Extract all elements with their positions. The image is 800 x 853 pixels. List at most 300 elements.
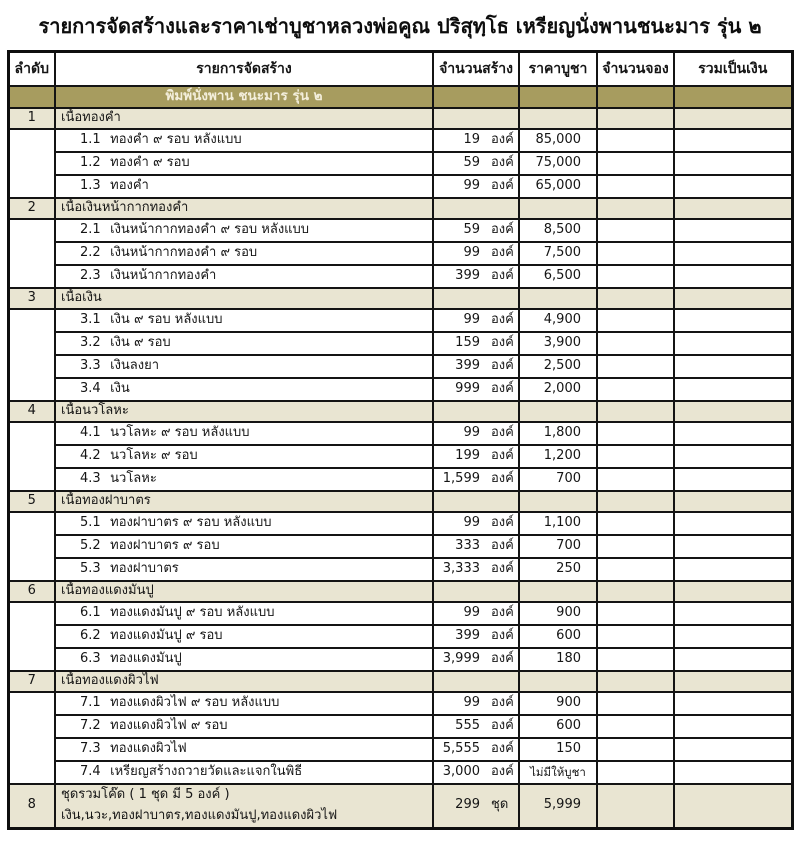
item-name-cell [55, 219, 433, 242]
item-row [8, 738, 792, 761]
table-body [8, 86, 792, 828]
subheader-order-cell [8, 86, 55, 108]
reserve-cell [597, 242, 674, 265]
section-empty-cell [519, 401, 597, 422]
order-blank-cell [8, 309, 55, 401]
header-reserve: จำนวนจอง [597, 52, 674, 87]
item-name-cell [55, 558, 433, 581]
section-row [8, 581, 792, 602]
item-name: เงิน ๙ รอบ หลังแบบ [106, 311, 223, 327]
unit-label: องค์ [491, 380, 514, 396]
order-blank-cell [8, 512, 55, 581]
reserve-cell [597, 309, 674, 332]
section-empty-cell [519, 288, 597, 309]
section-empty-cell [433, 581, 519, 602]
reserve-cell [597, 332, 674, 355]
item-name: นวโลหะ ๙ รอบ หลังแบบ [106, 424, 250, 440]
price-cell: 900 [519, 692, 597, 715]
item-code: 4.1 [80, 424, 101, 440]
item-row [8, 175, 792, 198]
section-number-cell: 2 [8, 198, 55, 219]
section-number-cell: 4 [8, 401, 55, 422]
unit-label: องค์ [491, 267, 514, 283]
item-code: 1.2 [80, 154, 101, 170]
quantity-value: 555 [455, 717, 480, 733]
price-cell: 250 [519, 558, 597, 581]
quantity-value: 99 [463, 177, 480, 193]
quantity-value: 99 [463, 604, 480, 620]
unit-label: องค์ [491, 357, 514, 373]
quantity-value: 1,599 [442, 470, 480, 486]
total-cell [674, 761, 792, 784]
item-row [8, 602, 792, 625]
item-name: ทองแดงมันปู ๙ รอบ [106, 627, 223, 643]
price-cell: 600 [519, 715, 597, 738]
quantity-cell [433, 512, 519, 535]
item-name: ทองคำ ๙ รอบ หลังแบบ [106, 131, 242, 147]
section-empty-cell [433, 671, 519, 692]
order-blank-cell [8, 129, 55, 198]
item-row [8, 355, 792, 378]
item-name: เงินหน้ากากทองคำ ๙ รอบ [106, 244, 258, 260]
total-cell [674, 242, 792, 265]
total-cell [674, 309, 792, 332]
quantity-cell [433, 784, 519, 829]
quantity-value: 99 [463, 244, 480, 260]
section-empty-cell [674, 581, 792, 602]
section-name-cell: เนื้อทองแดงมันปู [55, 581, 433, 602]
item-row [8, 692, 792, 715]
quantity-value: 333 [455, 537, 480, 553]
quantity-cell [433, 309, 519, 332]
reserve-cell [597, 422, 674, 445]
item-name: ทองแดงมันปู [106, 650, 182, 666]
price-table [7, 50, 794, 830]
quantity-cell [433, 332, 519, 355]
unit-label: องค์ [491, 717, 514, 733]
price-cell: 600 [519, 625, 597, 648]
section-empty-cell [674, 108, 792, 129]
section-empty-cell [519, 581, 597, 602]
price-cell: 65,000 [519, 175, 597, 198]
section-empty-cell [597, 491, 674, 512]
reserve-cell [597, 445, 674, 468]
quantity-value: 999 [455, 380, 480, 396]
section-name-cell: เนื้อทองฝาบาตร [55, 491, 433, 512]
quantity-cell [433, 558, 519, 581]
reserve-cell [597, 175, 674, 198]
item-code: 7.4 [80, 763, 101, 779]
item-code: 5.3 [80, 560, 101, 576]
reserve-cell [597, 692, 674, 715]
unit-label: องค์ [491, 131, 514, 147]
total-cell [674, 692, 792, 715]
item-name-cell [55, 332, 433, 355]
quantity-value: 399 [455, 357, 480, 373]
quantity-cell [433, 445, 519, 468]
total-cell [674, 648, 792, 671]
item-name: เงิน ๙ รอบ [106, 334, 171, 350]
section-name-cell: เนื้อเงิน [55, 288, 433, 309]
quantity-value: 399 [455, 627, 480, 643]
total-cell [674, 175, 792, 198]
set-name-line1: ชุดรวมโค๊ด ( 1 ชุด มี 5 องค์ ) [61, 787, 230, 803]
reserve-cell [597, 761, 674, 784]
item-code: 5.2 [80, 537, 101, 553]
section-empty-cell [597, 198, 674, 219]
item-code: 7.1 [80, 694, 101, 710]
item-name: นวโลหะ ๙ รอบ [106, 447, 198, 463]
unit-label: องค์ [491, 244, 514, 260]
item-name-cell [55, 422, 433, 445]
item-code: 6.2 [80, 627, 101, 643]
item-name-cell [55, 535, 433, 558]
quantity-cell [433, 468, 519, 491]
section-number-cell: 1 [8, 108, 55, 129]
item-name: เหรียญสร้างถวายวัดและแจกในพิธี [106, 763, 303, 779]
quantity-cell [433, 692, 519, 715]
unit-label: องค์ [491, 627, 514, 643]
section-empty-cell [597, 671, 674, 692]
unit-label: องค์ [491, 424, 514, 440]
quantity-cell [433, 625, 519, 648]
quantity-value: 399 [455, 267, 480, 283]
section-empty-cell [597, 288, 674, 309]
order-blank-cell [8, 219, 55, 288]
item-row [8, 152, 792, 175]
item-code: 1.3 [80, 177, 101, 193]
price-cell: 700 [519, 468, 597, 491]
price-cell: 6,500 [519, 265, 597, 288]
item-name: ทองแดงผิวไฟ [106, 740, 187, 756]
reserve-cell [597, 152, 674, 175]
item-name-cell [55, 692, 433, 715]
quantity-cell [433, 355, 519, 378]
item-name: เงิน [106, 380, 130, 396]
item-code: 4.3 [80, 470, 101, 486]
quantity-cell [433, 265, 519, 288]
total-cell [674, 602, 792, 625]
section-empty-cell [519, 108, 597, 129]
section-name-cell: เนื้อเงินหน้ากากทองคำ [55, 198, 433, 219]
unit-label: องค์ [491, 514, 514, 530]
unit-label: องค์ [491, 694, 514, 710]
quantity-value: 99 [463, 311, 480, 327]
header-order: ลำดับ [8, 52, 55, 87]
quantity-cell [433, 535, 519, 558]
quantity-cell [433, 715, 519, 738]
reserve-cell [597, 512, 674, 535]
total-cell [674, 558, 792, 581]
unit-label: องค์ [491, 560, 514, 576]
reserve-cell [597, 129, 674, 152]
item-code: 6.1 [80, 604, 101, 620]
reserve-cell [597, 648, 674, 671]
total-cell [674, 445, 792, 468]
price-cell: 2,500 [519, 355, 597, 378]
total-cell [674, 219, 792, 242]
price-cell: ไม่มีให้บูชา [519, 761, 597, 784]
header-item: รายการจัดสร้าง [55, 52, 433, 87]
price-cell: 700 [519, 535, 597, 558]
item-name: ทองแดงผิวไฟ ๙ รอบ [106, 717, 228, 733]
set-name-cell [55, 784, 433, 829]
section-empty-cell [433, 491, 519, 512]
unit-label: องค์ [491, 154, 514, 170]
item-code: 7.3 [80, 740, 101, 756]
quantity-cell [433, 378, 519, 401]
reserve-cell [597, 602, 674, 625]
item-code: 2.3 [80, 267, 101, 283]
reserve-cell [597, 468, 674, 491]
item-name-cell [55, 468, 433, 491]
item-row [8, 625, 792, 648]
section-empty-cell [597, 108, 674, 129]
model-subheader-row [8, 86, 792, 108]
item-name-cell [55, 625, 433, 648]
section-number-cell: 6 [8, 581, 55, 602]
item-row [8, 242, 792, 265]
reserve-cell [597, 715, 674, 738]
section-number-cell: 5 [8, 491, 55, 512]
subheader-qty-cell [433, 86, 519, 108]
item-code: 3.3 [80, 357, 101, 373]
unit-label: องค์ [491, 604, 514, 620]
item-row [8, 761, 792, 784]
item-name: ทองฝาบาตร ๙ รอบ [106, 537, 220, 553]
set-name-line2: เงิน,นวะ,ทองฝาบาตร,ทองแดงมันปู,ทองแดงผิวไฟ [61, 807, 338, 823]
total-cell [674, 332, 792, 355]
quantity-value: 3,000 [442, 763, 480, 779]
quantity-value: 59 [463, 154, 480, 170]
item-row [8, 332, 792, 355]
price-cell: 7,500 [519, 242, 597, 265]
section-row [8, 671, 792, 692]
section-row [8, 401, 792, 422]
item-name: ทองฝาบาตร [106, 560, 179, 576]
item-row [8, 129, 792, 152]
item-row [8, 378, 792, 401]
total-cell [674, 512, 792, 535]
item-name: ทองคำ ๙ รอบ [106, 154, 190, 170]
quantity-value: 159 [455, 334, 480, 350]
unit-label: องค์ [491, 447, 514, 463]
item-code: 6.3 [80, 650, 101, 666]
item-name-cell [55, 309, 433, 332]
section-empty-cell [433, 401, 519, 422]
quantity-value: 3,333 [442, 560, 480, 576]
item-code: 2.2 [80, 244, 101, 260]
quantity-cell [433, 761, 519, 784]
section-row [8, 198, 792, 219]
total-cell [674, 784, 792, 829]
price-cell: 85,000 [519, 129, 597, 152]
item-name-cell [55, 355, 433, 378]
page-title: รายการจัดสร้างและราคาเช่าบูชาหลวงพ่อคูณ ปริสุทฺโธ เหรียญนั่งพานชนะมาร รุ่น ๒ [38, 14, 762, 38]
item-name-cell [55, 378, 433, 401]
item-name: เงินหน้ากากทองคำ [106, 267, 217, 283]
section-number-cell: 3 [8, 288, 55, 309]
model-subheader-label: พิมพ์นั่งพาน ชนะมาร รุ่น ๒ [55, 86, 433, 108]
item-code: 2.1 [80, 221, 101, 237]
quantity-value: 19 [463, 131, 480, 147]
item-name: เงินลงยา [106, 357, 160, 373]
price-cell: 900 [519, 602, 597, 625]
quantity-cell [433, 175, 519, 198]
item-code: 3.1 [80, 311, 101, 327]
quantity-value: 99 [463, 424, 480, 440]
total-cell [674, 738, 792, 761]
item-name: ทองคำ [106, 177, 149, 193]
item-name: เงินหน้ากากทองคำ ๙ รอบ หลังแบบ [106, 221, 310, 237]
header-quantity: จำนวนสร้าง [433, 52, 519, 87]
unit-label: องค์ [491, 334, 514, 350]
header-total: รวมเป็นเงิน [674, 52, 792, 87]
price-cell: 5,999 [519, 784, 597, 829]
item-name-cell [55, 265, 433, 288]
unit-label: องค์ [491, 650, 514, 666]
item-name-cell [55, 715, 433, 738]
section-empty-cell [674, 491, 792, 512]
section-row [8, 288, 792, 309]
section-row [8, 108, 792, 129]
price-cell: 8,500 [519, 219, 597, 242]
price-cell: 2,000 [519, 378, 597, 401]
reserve-cell [597, 265, 674, 288]
total-cell [674, 422, 792, 445]
section-empty-cell [519, 671, 597, 692]
price-cell: 75,000 [519, 152, 597, 175]
section-name-cell: เนื้อนวโลหะ [55, 401, 433, 422]
item-name-cell [55, 738, 433, 761]
total-cell [674, 535, 792, 558]
section-empty-cell [674, 288, 792, 309]
section-empty-cell [433, 288, 519, 309]
reserve-cell [597, 535, 674, 558]
item-row [8, 715, 792, 738]
quantity-cell [433, 242, 519, 265]
section-empty-cell [674, 401, 792, 422]
section-empty-cell [519, 491, 597, 512]
quantity-cell [433, 738, 519, 761]
item-name-cell [55, 242, 433, 265]
item-code: 7.2 [80, 717, 101, 733]
section-empty-cell [433, 108, 519, 129]
price-cell: 3,900 [519, 332, 597, 355]
unit-label: องค์ [491, 763, 514, 779]
item-row [8, 535, 792, 558]
unit-label: องค์ [491, 537, 514, 553]
quantity-value: 99 [463, 514, 480, 530]
reserve-cell [597, 784, 674, 829]
item-name: ทองแดงผิวไฟ ๙ รอบ หลังแบบ [106, 694, 280, 710]
price-cell: 1,200 [519, 445, 597, 468]
item-row [8, 445, 792, 468]
total-cell [674, 152, 792, 175]
section-empty-cell [674, 671, 792, 692]
item-row [8, 422, 792, 445]
item-name-cell [55, 175, 433, 198]
unit-label: องค์ [491, 177, 514, 193]
item-name: ทองฝาบาตร ๙ รอบ หลังแบบ [106, 514, 272, 530]
total-cell [674, 265, 792, 288]
section-empty-cell [433, 198, 519, 219]
item-name-cell [55, 152, 433, 175]
item-code: 3.4 [80, 380, 101, 396]
reserve-cell [597, 558, 674, 581]
item-code: 3.2 [80, 334, 101, 350]
subheader-total-cell [674, 86, 792, 108]
section-name-cell: เนื้อทองแดงผิวไฟ [55, 671, 433, 692]
total-cell [674, 129, 792, 152]
header-row [8, 52, 792, 87]
subheader-reserve-cell [597, 86, 674, 108]
item-code: 1.1 [80, 131, 101, 147]
section-empty-cell [597, 401, 674, 422]
item-name-cell [55, 129, 433, 152]
item-code: 4.2 [80, 447, 101, 463]
unit-label: องค์ [491, 470, 514, 486]
total-cell [674, 625, 792, 648]
reserve-cell [597, 378, 674, 401]
quantity-value: 299 [455, 797, 480, 813]
unit-label: องค์ [491, 311, 514, 327]
quantity-cell [433, 129, 519, 152]
quantity-value: 199 [455, 447, 480, 463]
item-row [8, 309, 792, 332]
total-cell [674, 468, 792, 491]
total-cell [674, 378, 792, 401]
reserve-cell [597, 355, 674, 378]
quantity-cell [433, 422, 519, 445]
item-name: นวโลหะ [106, 470, 157, 486]
reserve-cell [597, 625, 674, 648]
item-row [8, 558, 792, 581]
item-name-cell [55, 761, 433, 784]
section-row [8, 491, 792, 512]
subheader-price-cell [519, 86, 597, 108]
item-row [8, 265, 792, 288]
order-blank-cell [8, 692, 55, 784]
price-cell: 1,800 [519, 422, 597, 445]
quantity-value: 99 [463, 694, 480, 710]
item-row [8, 468, 792, 491]
quantity-cell [433, 152, 519, 175]
item-row [8, 219, 792, 242]
header-price: ราคาบูชา [519, 52, 597, 87]
section-empty-cell [597, 581, 674, 602]
unit-label: องค์ [491, 740, 514, 756]
item-name: ทองแดงมันปู ๙ รอบ หลังแบบ [106, 604, 275, 620]
order-blank-cell [8, 422, 55, 491]
order-blank-cell [8, 602, 55, 671]
reserve-cell [597, 738, 674, 761]
item-name-cell [55, 512, 433, 535]
item-name-cell [55, 602, 433, 625]
unit-label: องค์ [491, 221, 514, 237]
section-number-cell: 7 [8, 671, 55, 692]
reserve-cell [597, 219, 674, 242]
quantity-value: 3,999 [442, 650, 480, 666]
price-cell: 1,100 [519, 512, 597, 535]
item-name-cell [55, 445, 433, 468]
item-name-cell [55, 648, 433, 671]
set-number-cell: 8 [8, 784, 55, 829]
item-row [8, 512, 792, 535]
quantity-value: 59 [463, 221, 480, 237]
total-cell [674, 355, 792, 378]
total-cell [674, 715, 792, 738]
